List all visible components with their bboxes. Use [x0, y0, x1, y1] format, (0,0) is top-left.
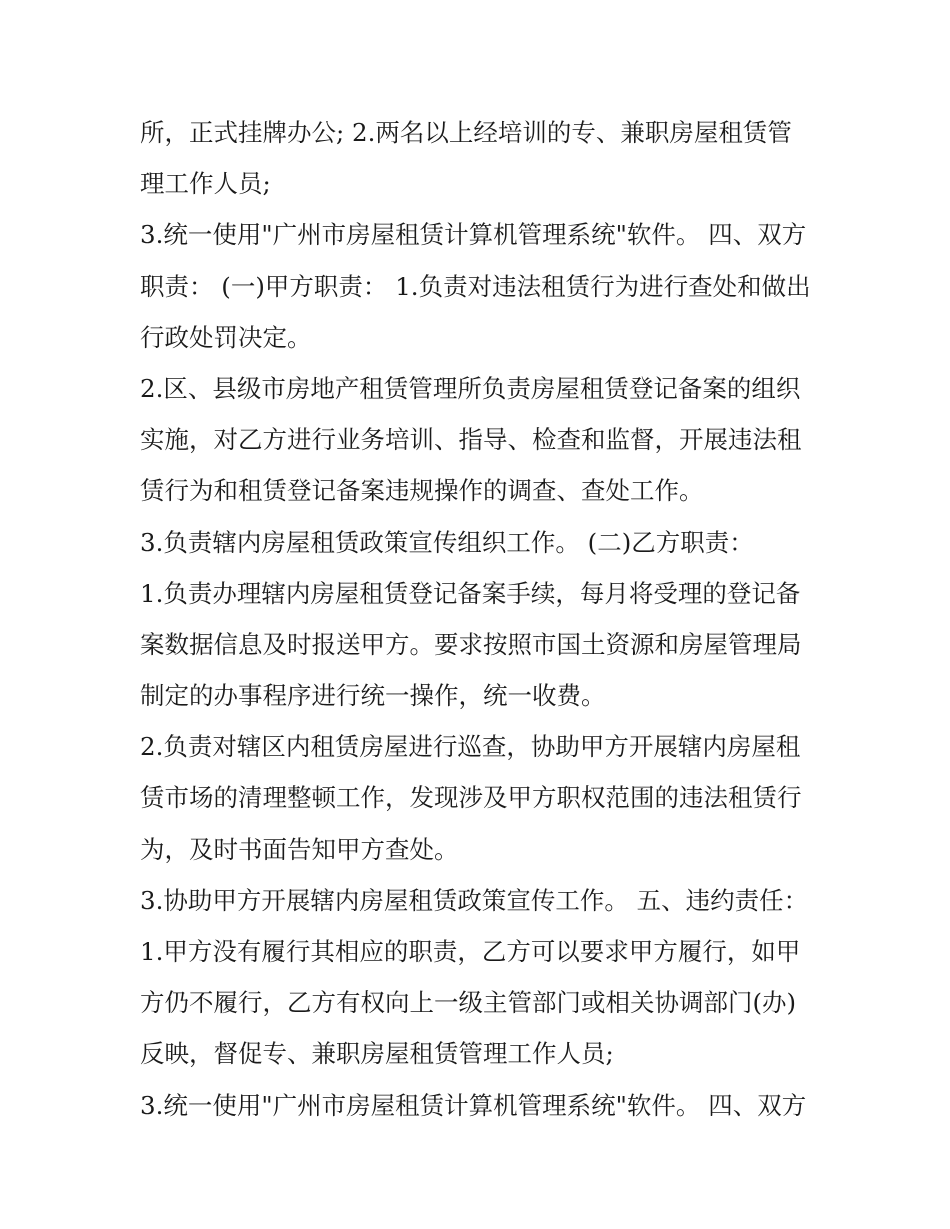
- text-line: 2.负责对辖区内租赁房屋进行巡查，协助甲方开展辖内房屋租: [140, 732, 801, 762]
- text-line: 方仍不履行，乙方有权向上一级主管部门或相关协调部门(办): [140, 988, 797, 1018]
- text-line: 反映，督促专、兼职房屋租赁管理工作人员;: [140, 1039, 614, 1069]
- text-line: 1.负责办理辖内房屋租赁登记备案手续，每月将受理的登记备: [140, 578, 801, 608]
- text-line: 案数据信息及时报送甲方。要求按照市国土资源和房屋管理局: [140, 629, 802, 659]
- text-line: 职责： (一)甲方职责： 1.负责对违法租赁行为进行查处和做出: [140, 271, 811, 301]
- text-line: 行政处罚决定。: [140, 322, 312, 352]
- text-line: 3.统一使用"广州市房屋租赁计算机管理系统"软件。 四、双方: [140, 1090, 807, 1120]
- text-line: 制定的办事程序进行统一操作，统一收费。: [140, 681, 606, 711]
- text-line: 3.统一使用"广州市房屋租赁计算机管理系统"软件。 四、双方: [140, 220, 807, 250]
- text-line: 2.区、县级市房地产租赁管理所负责房屋租赁登记备案的组织: [140, 373, 801, 403]
- text-line: 实施，对乙方进行业务培训、指导、检查和监督，开展违法租: [140, 425, 802, 455]
- text-line: 所，正式挂牌办公; 2.两名以上经培训的专、兼职房屋租赁管: [140, 118, 792, 147]
- text-line: 为，及时书面告知甲方查处。: [140, 834, 459, 864]
- text-line: 理工作人员;: [140, 169, 271, 199]
- text-line: 赁行为和租赁登记备案违规操作的调查、查处工作。: [140, 476, 704, 506]
- document-body: [140, 107, 820, 1131]
- text-line: 1.甲方没有履行其相应的职责，乙方可以要求甲方履行，如甲: [140, 937, 801, 966]
- text-line: 3.负责辖内房屋租赁政策宣传组织工作。 (二)乙方职责：: [140, 527, 754, 557]
- text-line: 赁市场的清理整顿工作，发现涉及甲方职权范围的违法租赁行: [140, 783, 802, 813]
- text-line: 3.协助甲方开展辖内房屋租赁政策宣传工作。 五、违约责任：: [140, 885, 809, 915]
